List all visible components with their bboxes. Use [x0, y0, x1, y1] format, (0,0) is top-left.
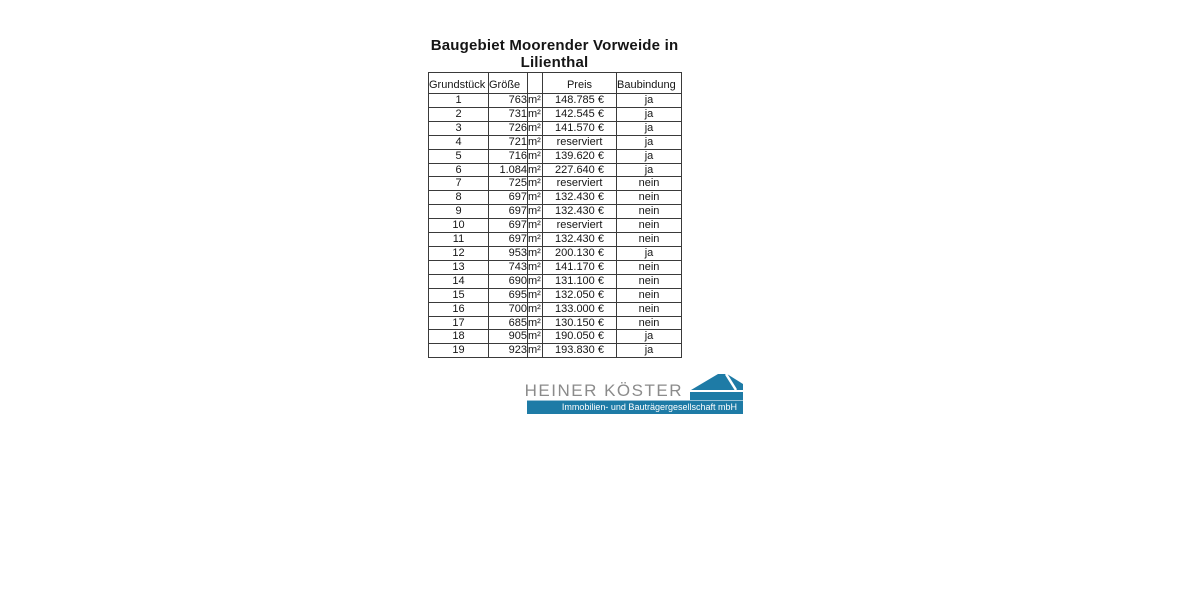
binding-cell: ja: [617, 121, 682, 135]
plot-number-cell: 3: [429, 121, 489, 135]
price-cell: 132.430 €: [543, 191, 617, 205]
table-row: [429, 302, 682, 316]
table-row: [429, 107, 682, 121]
size-cell: 923: [489, 344, 528, 358]
table-header-row: [429, 73, 682, 94]
plot-number-cell: 5: [429, 149, 489, 163]
unit-cell: m²: [528, 316, 541, 329]
plot-number-cell: 18: [429, 330, 489, 344]
table-row: [429, 344, 682, 358]
unit-cell: m²: [528, 246, 541, 259]
binding-cell: ja: [617, 149, 682, 163]
size-cell: 953: [489, 246, 528, 260]
page-title: Baugebiet Moorender Vorweide in Lilienthal: [430, 37, 679, 71]
table-row: [429, 219, 682, 233]
table-row: [429, 246, 682, 260]
unit-cell: m²: [528, 107, 541, 120]
price-cell: reserviert: [543, 219, 617, 233]
plot-number-cell: 2: [429, 107, 489, 121]
binding-cell: ja: [617, 330, 682, 344]
binding-cell: nein: [617, 233, 682, 247]
price-cell: 133.000 €: [543, 302, 617, 316]
plot-number-cell: 12: [429, 246, 489, 260]
plot-number-cell: 7: [429, 177, 489, 191]
price-cell: reserviert: [543, 177, 617, 191]
column-header-baubindung: Baubindung: [617, 73, 682, 94]
column-header-unit: [528, 73, 543, 94]
price-cell: 132.430 €: [543, 205, 617, 219]
binding-cell: ja: [617, 107, 682, 121]
price-cell: 132.050 €: [543, 288, 617, 302]
size-cell: 726: [489, 121, 528, 135]
table-body: [429, 94, 682, 358]
binding-cell: nein: [617, 274, 682, 288]
size-cell: 697: [489, 233, 528, 247]
size-cell: 697: [489, 191, 528, 205]
unit-cell: m²: [528, 149, 541, 162]
plot-number-cell: 10: [429, 219, 489, 233]
unit-cell: m²: [528, 288, 541, 301]
size-cell: 1.084: [489, 163, 528, 177]
plot-number-cell: 6: [429, 163, 489, 177]
table-row: [429, 205, 682, 219]
unit-cell: m²: [528, 121, 541, 134]
price-cell: 190.050 €: [543, 330, 617, 344]
unit-cell: m²: [528, 330, 541, 343]
table-row: [429, 135, 682, 149]
table-row: [429, 177, 682, 191]
plot-number-cell: 17: [429, 316, 489, 330]
table-header: [429, 73, 682, 94]
unit-cell: m²: [528, 274, 541, 287]
binding-cell: ja: [617, 246, 682, 260]
table-row: [429, 121, 682, 135]
plot-number-cell: 14: [429, 274, 489, 288]
price-cell: 193.830 €: [543, 344, 617, 358]
company-subtitle-banner: Immobilien- und Bauträgergesellschaft mbH: [527, 400, 743, 414]
binding-cell: nein: [617, 302, 682, 316]
plot-number-cell: 13: [429, 260, 489, 274]
unit-cell: m²: [528, 260, 541, 273]
table-row: [429, 274, 682, 288]
column-header-grundstueck: Grundstück: [429, 73, 489, 94]
binding-cell: ja: [617, 135, 682, 149]
company-logo: [524, 374, 743, 414]
plot-number-cell: 15: [429, 288, 489, 302]
plot-price-table: [428, 72, 682, 358]
size-cell: 763: [489, 94, 528, 108]
size-cell: 685: [489, 316, 528, 330]
price-cell: reserviert: [543, 135, 617, 149]
table-row: [429, 316, 682, 330]
size-cell: 716: [489, 149, 528, 163]
size-cell: 721: [489, 135, 528, 149]
roof-icon: [690, 374, 743, 401]
table-row: [429, 191, 682, 205]
binding-cell: nein: [617, 260, 682, 274]
size-cell: 695: [489, 288, 528, 302]
company-name: HEINER KÖSTER: [524, 381, 683, 400]
price-cell: 141.570 €: [543, 121, 617, 135]
price-cell: 141.170 €: [543, 260, 617, 274]
unit-cell: m²: [528, 344, 541, 357]
size-cell: 743: [489, 260, 528, 274]
plot-number-cell: 1: [429, 94, 489, 108]
table-row: [429, 149, 682, 163]
price-cell: 142.545 €: [543, 107, 617, 121]
plot-number-cell: 9: [429, 205, 489, 219]
unit-cell: m²: [528, 302, 541, 315]
unit-cell: m²: [528, 233, 541, 246]
plot-number-cell: 19: [429, 344, 489, 358]
plot-number-cell: 4: [429, 135, 489, 149]
unit-cell: m²: [528, 219, 541, 232]
table-row: [429, 288, 682, 302]
price-cell: 130.150 €: [543, 316, 617, 330]
binding-cell: ja: [617, 94, 682, 108]
plot-number-cell: 11: [429, 233, 489, 247]
binding-cell: nein: [617, 219, 682, 233]
size-cell: 697: [489, 205, 528, 219]
size-cell: 731: [489, 107, 528, 121]
binding-cell: ja: [617, 163, 682, 177]
column-header-groesse: Größe: [489, 73, 528, 94]
size-cell: 725: [489, 177, 528, 191]
price-cell: 200.130 €: [543, 246, 617, 260]
price-cell: 148.785 €: [543, 94, 617, 108]
unit-cell: m²: [528, 135, 541, 148]
price-cell: 139.620 €: [543, 149, 617, 163]
table-row: [429, 163, 682, 177]
unit-cell: m²: [528, 177, 541, 190]
binding-cell: nein: [617, 177, 682, 191]
unit-cell: m²: [528, 163, 541, 176]
size-cell: 690: [489, 274, 528, 288]
unit-cell: m²: [528, 191, 541, 204]
size-cell: 905: [489, 330, 528, 344]
table-row: [429, 330, 682, 344]
column-header-preis: Preis: [543, 73, 617, 94]
unit-cell: m²: [528, 205, 541, 218]
table-row: [429, 260, 682, 274]
size-cell: 700: [489, 302, 528, 316]
binding-cell: nein: [617, 288, 682, 302]
table-row: [429, 233, 682, 247]
price-cell: 132.430 €: [543, 233, 617, 247]
binding-cell: nein: [617, 191, 682, 205]
size-cell: 697: [489, 219, 528, 233]
price-cell: 227.640 €: [543, 163, 617, 177]
table-row: [429, 94, 682, 108]
plot-number-cell: 8: [429, 191, 489, 205]
binding-cell: nein: [617, 316, 682, 330]
binding-cell: ja: [617, 344, 682, 358]
unit-cell: m²: [528, 94, 541, 106]
plot-number-cell: 16: [429, 302, 489, 316]
binding-cell: nein: [617, 205, 682, 219]
price-cell: 131.100 €: [543, 274, 617, 288]
